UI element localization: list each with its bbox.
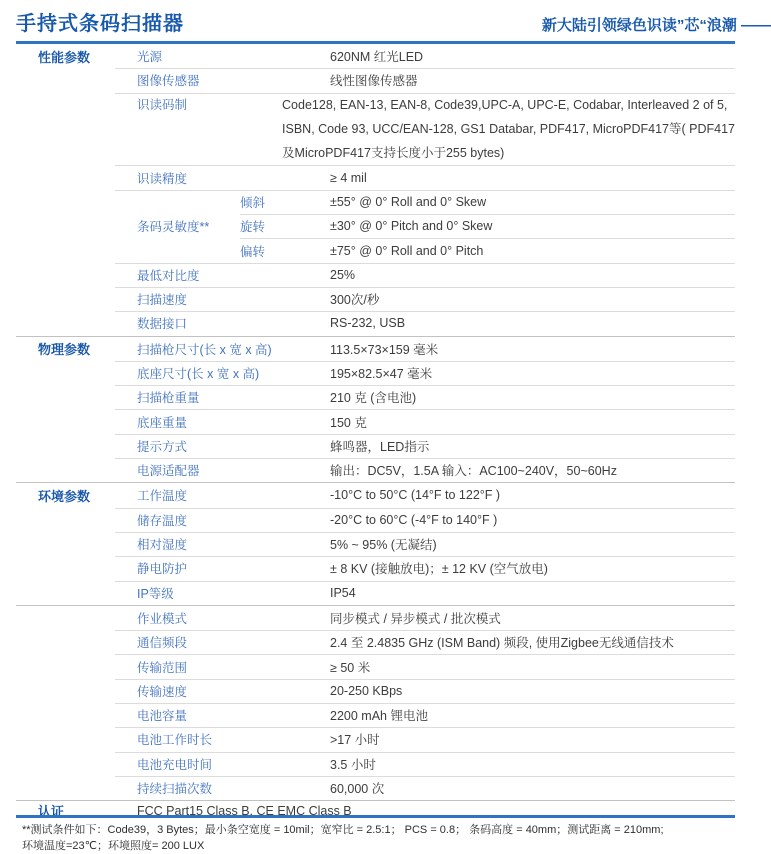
table-row — [16, 93, 735, 166]
table-row — [16, 337, 735, 361]
spec-value: RS-232, USB — [330, 316, 406, 331]
spec-label: 识读码制 — [137, 97, 188, 112]
table-row — [16, 68, 735, 92]
spec-value: ≥ 50 米 — [330, 660, 371, 675]
category-label: 物理参数 — [38, 342, 91, 358]
table-row — [16, 165, 735, 189]
spec-label: 通信频段 — [137, 636, 188, 651]
table-row — [16, 776, 735, 800]
sensitivity-subrows — [240, 190, 735, 263]
spec-value: 210 克 (含电池) — [330, 391, 417, 406]
spec-value: 620NM 红光LED — [330, 50, 424, 65]
category-label: 认证 — [38, 804, 65, 820]
spec-label: 光源 — [137, 50, 163, 65]
spec-value — [282, 93, 735, 166]
section-performance — [16, 44, 735, 336]
spec-value: 20-250 KBps — [330, 683, 403, 698]
spec-label: 图像传感器 — [137, 74, 200, 89]
spec-value: 5% ~ 95% (无凝结) — [330, 538, 437, 553]
table-row — [16, 752, 735, 776]
spec-value-line: 及MicroPDF417支持长度小于255 bytes) — [282, 146, 505, 161]
table-row — [16, 361, 735, 385]
footnote — [16, 815, 735, 854]
section-wireless-battery — [16, 605, 735, 800]
spec-value: 2200 mAh 锂电池 — [330, 709, 428, 724]
spec-value: 线性图像传感器 — [330, 74, 418, 89]
table-row — [16, 606, 735, 630]
spec-label: 电池充电时间 — [137, 757, 213, 772]
spec-value: -10°C to 50°C (14°F to 122°F ) — [330, 488, 501, 503]
spec-label: 电源适配器 — [137, 464, 200, 479]
spec-value: IP54 — [330, 585, 356, 600]
spec-label: 作业模式 — [137, 611, 188, 626]
spec-label: 传输速度 — [137, 684, 188, 699]
spec-label: 最低对比度 — [137, 268, 200, 283]
spec-value: FCC Part15 Class B, CE EMC Class B — [137, 803, 352, 818]
table-row — [16, 458, 735, 482]
table-row — [16, 263, 735, 287]
table-row — [16, 483, 735, 507]
table-row-sensitivity-group — [16, 190, 735, 263]
spec-value: ± 8 KV (接触放电)；± 12 KV (空气放电) — [330, 562, 548, 577]
spec-label: 底座尺寸(长 x 宽 x 高) — [137, 367, 260, 381]
table-row — [16, 727, 735, 751]
table-row — [16, 654, 735, 678]
spec-label: 数据接口 — [137, 317, 188, 332]
spec-value: 输出：DC5V，1.5A 输入：AC100~240V，50~60Hz — [330, 464, 617, 479]
spec-label: 工作温度 — [137, 489, 188, 504]
spec-value: 同步模式 / 异步模式 / 批次模式 — [330, 611, 501, 626]
table-subrow — [240, 190, 735, 214]
spec-value: >17 小时 — [330, 733, 380, 748]
spec-sublabel: 偏转 — [240, 244, 266, 259]
page-title: 手持式条码扫描器 — [16, 13, 184, 35]
table-row — [16, 703, 735, 727]
spec-label: 识读精度 — [137, 171, 188, 186]
spec-value: 113.5×73×159 毫米 — [330, 342, 439, 357]
spec-value: ≥ 4 mil — [330, 170, 367, 185]
spec-value: ±55° @ 0° Roll and 0° Skew — [330, 194, 487, 209]
spec-label: 扫描枪尺寸(长 x 宽 x 高) — [137, 342, 272, 357]
spec-label: 传输范围 — [137, 660, 188, 675]
table-row — [16, 532, 735, 556]
spec-label: 储存温度 — [137, 513, 188, 528]
footnote-line: 环境温度=23℃；环境照度= 200 LUX — [22, 840, 205, 852]
table-row — [16, 287, 735, 311]
table-row — [16, 44, 735, 68]
spec-label: 电池工作时长 — [137, 733, 213, 748]
spec-value: 2.4 至 2.4835 GHz (ISM Band) 频段, 使用Zigbee无线通信技术 — [330, 636, 674, 651]
table-row — [16, 434, 735, 458]
table-row — [16, 630, 735, 654]
table-row — [16, 409, 735, 433]
section-physical — [16, 336, 735, 483]
spec-value: ±75° @ 0° Roll and 0° Pitch — [330, 243, 484, 258]
spec-label: IP等级 — [137, 586, 174, 601]
spec-value-line: ISBN, Code 93, UCC/EAN-128, GS1 Databar, PDF417, MicroPDF417等( PDF417 — [282, 121, 735, 136]
spec-value: 蜂鸣器，LED指示 — [330, 439, 430, 454]
spec-value: 150 克 — [330, 415, 367, 430]
spec-label: 电池容量 — [137, 709, 188, 724]
spec-label: 条码灵敏度** — [137, 220, 210, 235]
table-row — [16, 385, 735, 409]
table-row — [16, 311, 735, 335]
spec-value: 3.5 小时 — [330, 757, 376, 772]
spec-value: -20°C to 60°C (-4°F to 140°F ) — [330, 512, 498, 527]
table-row — [16, 679, 735, 703]
table-row — [16, 556, 735, 580]
spec-label: 底座重量 — [137, 415, 188, 430]
spec-label: 静电防护 — [137, 562, 188, 577]
spec-value: 300次/秒 — [330, 293, 380, 308]
spec-value-line: Code128, EAN-13, EAN-8, Code39,UPC-A, UPC-E, Codabar, Interleaved 2 of 5, — [282, 97, 728, 112]
spec-value: ±30° @ 0° Pitch and 0° Skew — [330, 219, 493, 234]
brand-slogan: 新大陆引领绿色识读”芯“浪潮 —— — [541, 17, 771, 34]
section-environment — [16, 482, 735, 604]
category-label: 性能参数 — [38, 49, 91, 65]
footnote-line: **测试条件如下：Code39，3 Bytes；最小条空宽度 = 10mil；宽窄比 = 2.5:1； PCS = 0.8； 条码高度 = 40mm；测试距离 = 210mm; — [22, 824, 664, 836]
table-row — [16, 508, 735, 532]
spec-label: 提示方式 — [137, 439, 188, 454]
spec-table — [16, 41, 735, 820]
spec-value: 60,000 次 — [330, 782, 385, 797]
spec-label: 扫描枪重量 — [137, 391, 200, 406]
spec-label: 相对湿度 — [137, 538, 188, 553]
spec-sublabel: 倾斜 — [240, 195, 266, 210]
spec-label: 扫描速度 — [137, 293, 188, 308]
spec-label: 持续扫描次数 — [137, 782, 213, 797]
table-row — [16, 581, 735, 605]
spec-sublabel: 旋转 — [240, 220, 266, 235]
table-subrow — [240, 214, 735, 238]
spec-value: 195×82.5×47 毫米 — [330, 367, 433, 381]
spec-value: 25% — [330, 267, 356, 282]
table-subrow — [240, 238, 735, 262]
category-label: 环境参数 — [38, 488, 91, 504]
